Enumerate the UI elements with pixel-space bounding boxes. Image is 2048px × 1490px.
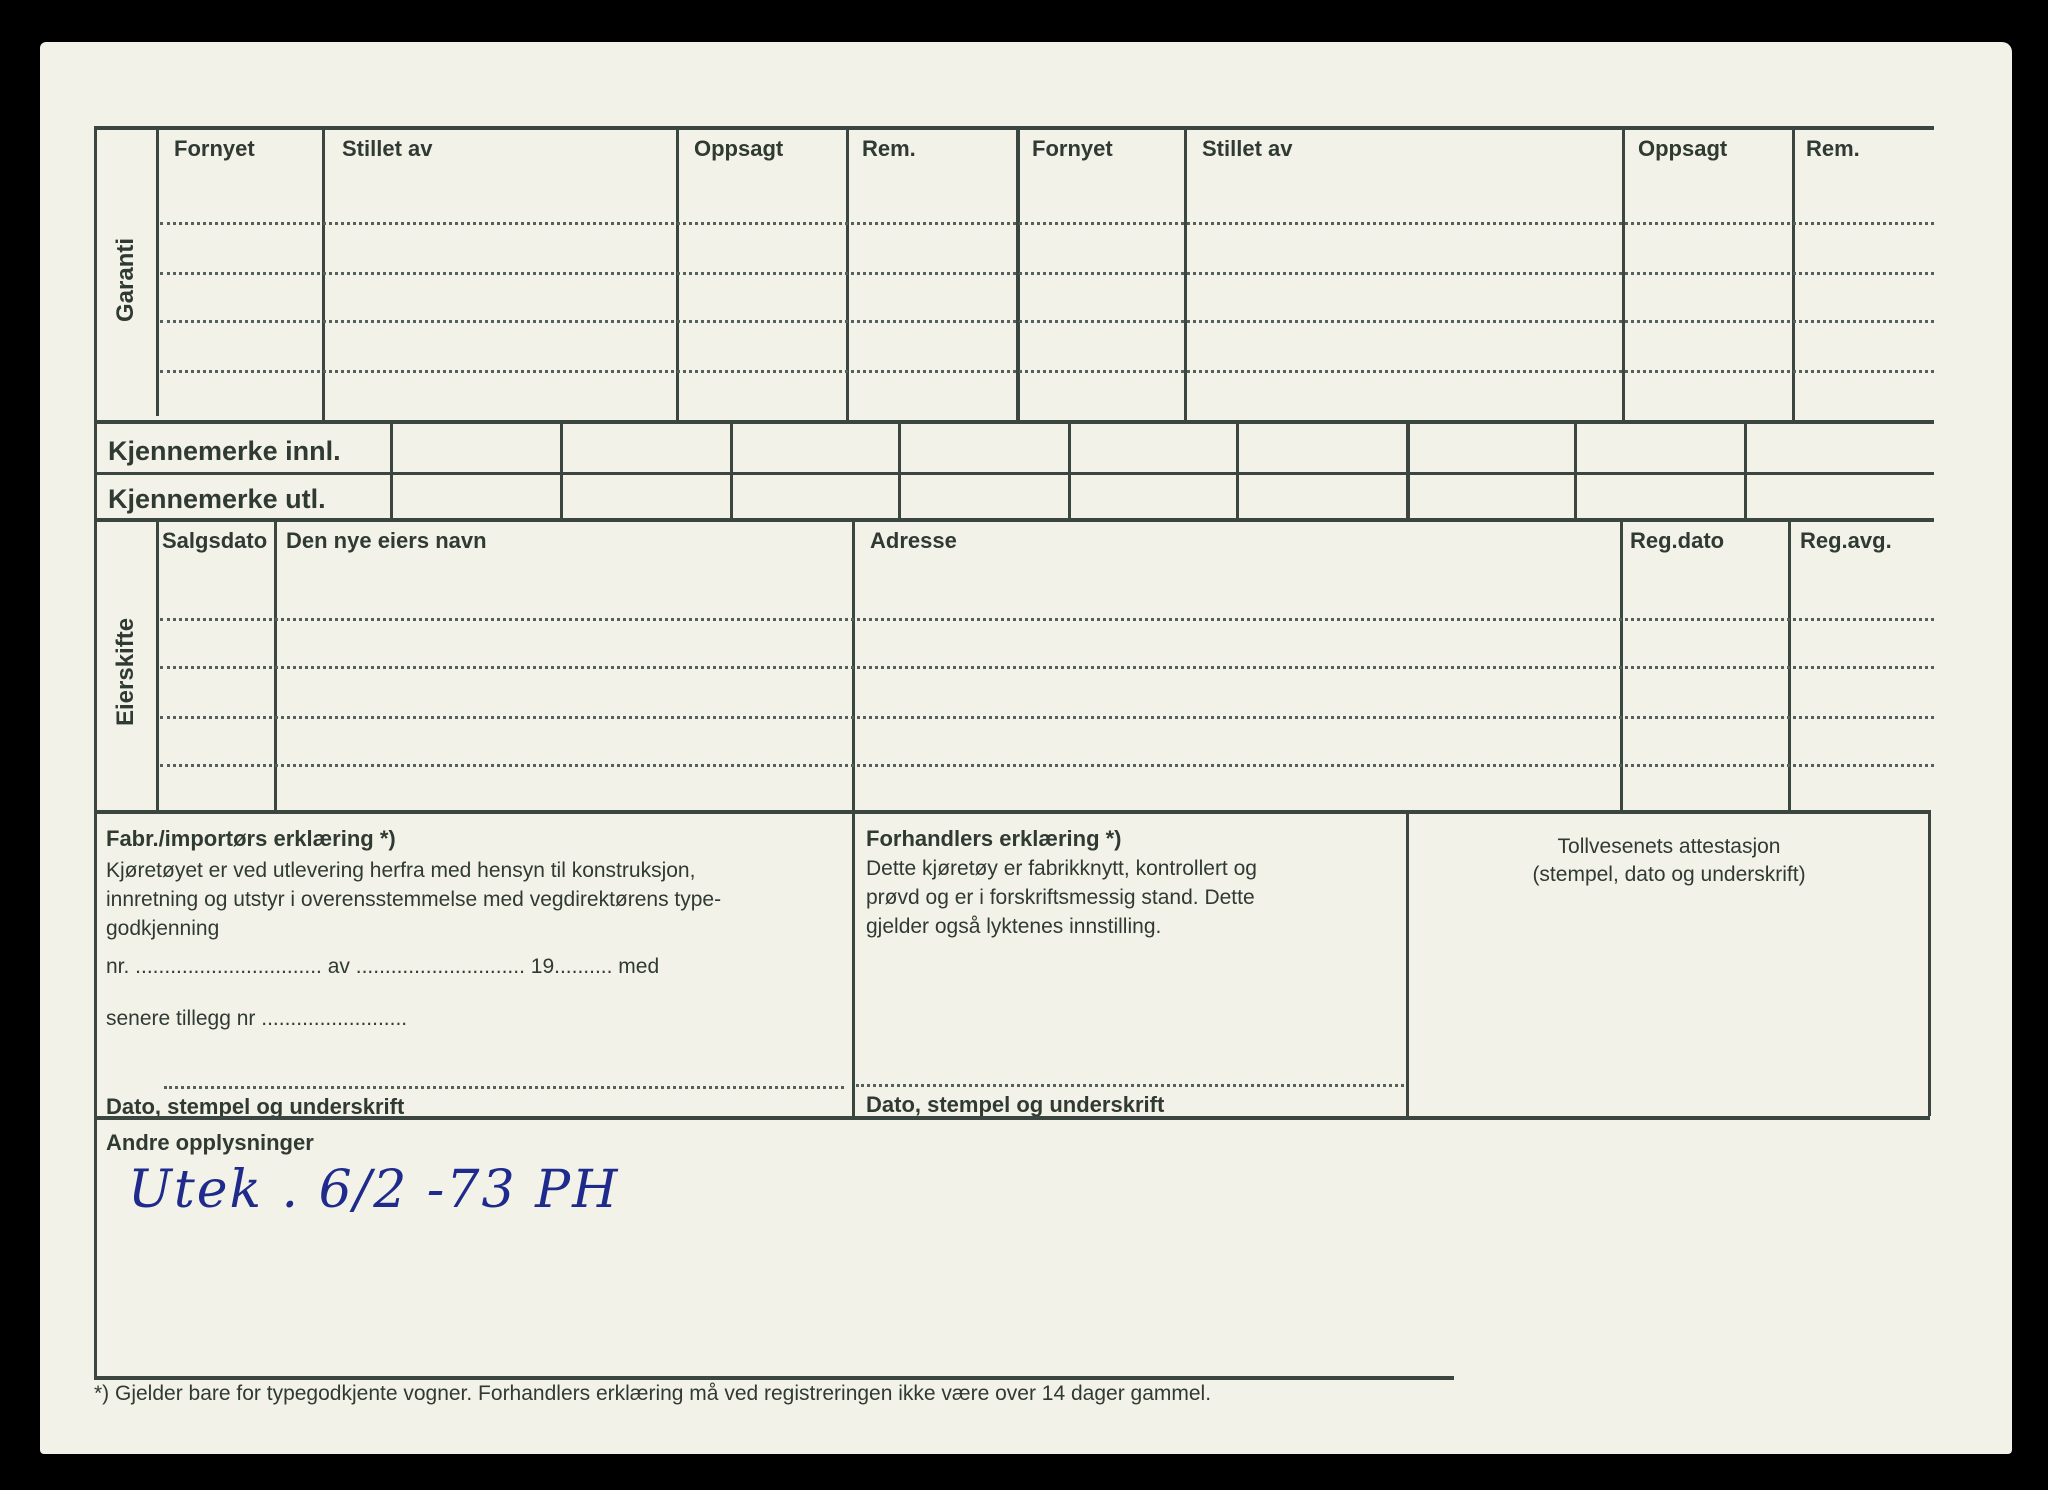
- fabrikant-title-text: Fabr./importørs erklæring *): [106, 826, 396, 851]
- bottom-border: [94, 1376, 1454, 1380]
- garanti-row[interactable]: [160, 272, 1934, 275]
- kjennemerke-innl-label: Kjennemerke innl.: [108, 436, 341, 466]
- eierskifte-header-adresse: Adresse: [870, 528, 957, 553]
- eierskifte-row[interactable]: [160, 716, 1934, 719]
- garanti-row[interactable]: [160, 320, 1934, 323]
- forhandler-signature-line[interactable]: [856, 1084, 1404, 1087]
- eierskifte-header-reg-avg: Reg.avg.: [1800, 528, 1892, 553]
- forhandler-signature-label: Dato, stempel og underskrift: [866, 1092, 1165, 1117]
- kjennemerke-mid-line: [94, 472, 1934, 475]
- fabrikant-line: innretning og utstyr i overensstemmelse med vegdirektørens type-: [106, 888, 722, 911]
- toll-subtitle: (stempel, dato og underskrift): [1532, 863, 1806, 886]
- garanti-row[interactable]: [160, 370, 1934, 373]
- col-divider: [1574, 420, 1577, 518]
- garanti-header-stillet-av-2: Stillet av: [1202, 136, 1293, 161]
- fabrikant-tillegg-line[interactable]: senere tillegg nr .........................: [106, 1007, 408, 1030]
- toll-title: Tollvesenets attestasjon: [1557, 835, 1781, 858]
- col-divider: [156, 518, 159, 810]
- andre-opplysninger-label: Andre opplysninger: [106, 1130, 314, 1155]
- garanti-header-fornyet-2: Fornyet: [1032, 136, 1113, 161]
- garanti-header-rem-2: Rem.: [1806, 136, 1860, 161]
- garanti-header-oppsagt: Oppsagt: [694, 136, 784, 161]
- col-divider: [1406, 420, 1410, 518]
- forhandler-line: Dette kjøretøy er fabrikknytt, kontrollert og: [866, 857, 1257, 880]
- eierskifte-header-salgsdato: Salgsdato: [162, 528, 268, 553]
- declarations-bottom-line: [94, 1116, 1930, 1120]
- kjennemerke-utl-label: Kjennemerke utl.: [108, 484, 326, 514]
- col-divider: [1928, 810, 1931, 1116]
- top-border: [94, 126, 1934, 130]
- eierskifte-row[interactable]: [160, 764, 1934, 767]
- forhandler-line: gjelder også lyktenes innstilling.: [866, 915, 1162, 938]
- garanti-bottom-line: [94, 420, 1934, 424]
- col-divider: [852, 810, 855, 1116]
- eierskifte-header-reg-dato: Reg.dato: [1630, 528, 1725, 553]
- garanti-row[interactable]: [160, 222, 1934, 225]
- footnote: *) Gjelder bare for typegodkjente vogner. Forhandlers erklæring må ved registreringen ikke være over 14 dager gammel.: [94, 1382, 1212, 1405]
- fabrikant-line: Kjøretøyet er ved utlevering herfra med hensyn til konstruksjon,: [106, 859, 696, 882]
- garanti-header-oppsagt-2: Oppsagt: [1638, 136, 1728, 161]
- fabrikant-signature-line[interactable]: [164, 1086, 844, 1089]
- toll-stamp-area[interactable]: [1414, 896, 1924, 1110]
- col-divider: [1744, 420, 1747, 518]
- garanti-side-label: Garanti: [112, 237, 139, 322]
- garanti-header-stillet-av: Stillet av: [342, 136, 433, 161]
- eierskifte-side-label: Eierskifte: [112, 617, 139, 726]
- fabrikant-line: godkjenning: [106, 917, 220, 940]
- eierskifte-row[interactable]: [160, 618, 1934, 621]
- fabrikant-signature-label: Dato, stempel og underskrift: [106, 1094, 405, 1119]
- col-divider: [1236, 420, 1239, 518]
- fabrikant-title: [106, 826, 396, 852]
- eierskifte-header-navn: Den nye eiers navn: [286, 528, 487, 553]
- eierskifte-row[interactable]: [160, 666, 1934, 669]
- garanti-col-divider: [156, 126, 159, 416]
- eierskifte-bottom-line: [94, 810, 1930, 814]
- col-divider: [560, 420, 563, 518]
- col-divider: [390, 420, 393, 518]
- col-divider: [1068, 420, 1071, 518]
- left-border: [94, 126, 97, 1380]
- forhandler-title: Forhandlers erklæring *): [866, 826, 1122, 851]
- garanti-header-fornyet: Fornyet: [174, 136, 255, 161]
- col-divider: [1406, 810, 1409, 1116]
- col-divider: [898, 420, 901, 518]
- col-divider: [730, 420, 733, 518]
- garanti-header-rem: Rem.: [862, 136, 916, 161]
- handwritten-note: Utek . 6/2 -73 PH: [128, 1160, 620, 1220]
- forhandler-line: prøvd og er i forskriftsmessig stand. Dette: [866, 886, 1255, 909]
- fabrikant-nr-line[interactable]: nr. ................................ av ............................. 19.......... med: [106, 955, 660, 978]
- kjennemerke-bottom-line: [94, 518, 1934, 522]
